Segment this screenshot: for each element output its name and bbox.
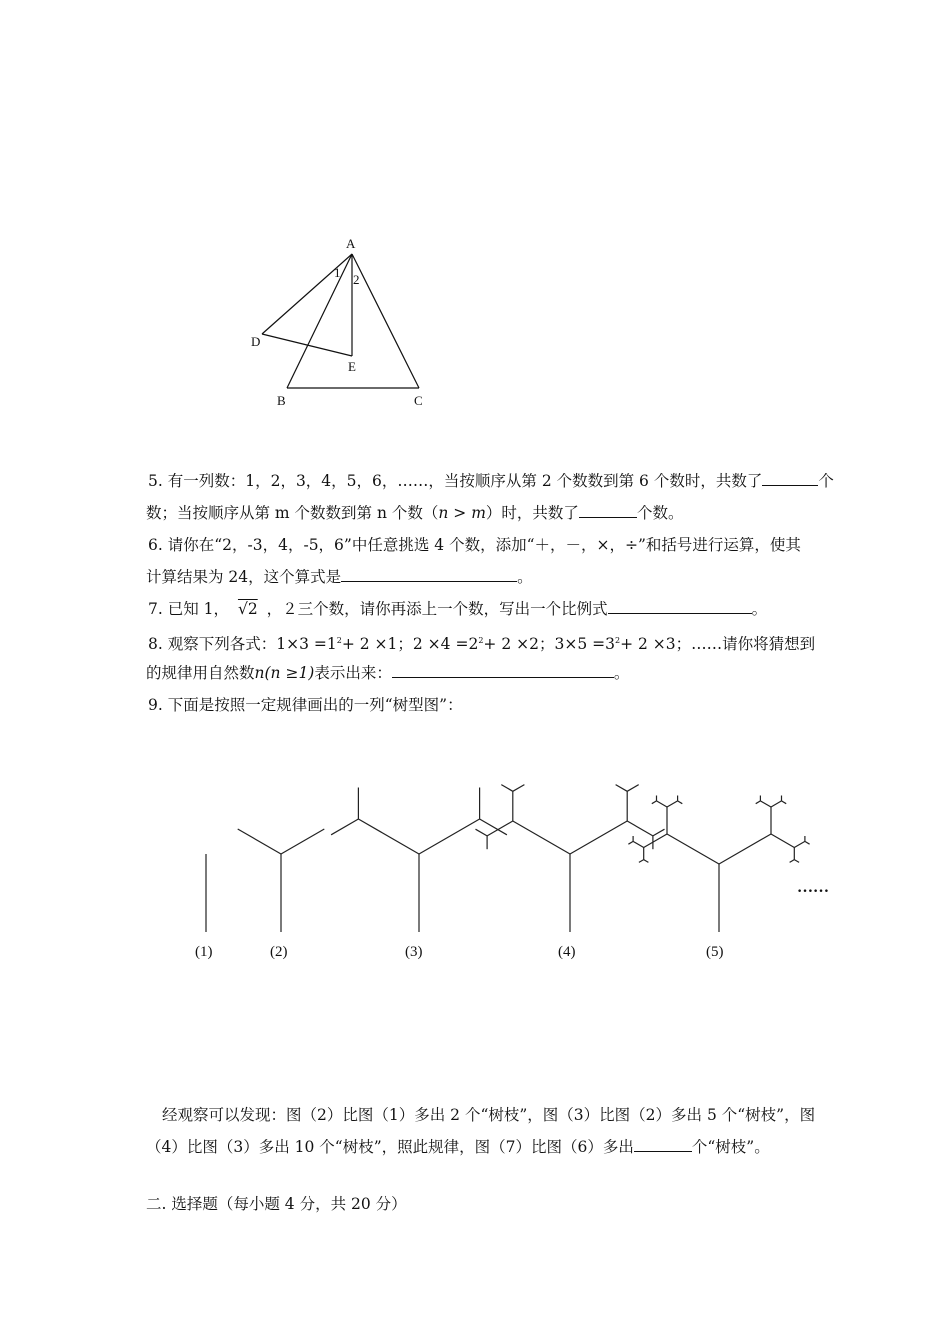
- tree-branch: [794, 860, 799, 863]
- label-2: 2: [353, 272, 360, 287]
- tree-branch: [719, 834, 771, 864]
- label-1: 1: [334, 265, 341, 280]
- tree-branch: [501, 785, 513, 792]
- label-C: C: [414, 393, 423, 408]
- tree-branch: [281, 829, 324, 854]
- tree-branch: [513, 785, 525, 792]
- tree-branch: [627, 785, 639, 792]
- q6-line2: 计算结果为 24，这个算式是 。: [146, 568, 533, 586]
- tree-branch: [628, 841, 633, 844]
- tree-branch: [771, 801, 782, 807]
- tree-branch: [756, 801, 761, 804]
- q9-line: 9. 下面是按照一定规律画出的一列“树型图”：: [148, 696, 463, 714]
- tree-branch: [805, 841, 810, 844]
- tree-branch: [771, 834, 794, 848]
- obs-blank: [634, 1137, 692, 1152]
- q5-line2: 数；当按顺序从第 m 个数数到第 n 个数（n > m）时，共数了 个数。: [146, 504, 684, 522]
- tree-branch: [238, 829, 281, 854]
- tree-ellipsis: ……: [797, 879, 829, 896]
- tree-branch: [678, 801, 683, 804]
- label-B: B: [277, 393, 286, 408]
- tree-branch: [644, 834, 667, 848]
- sqrt-two: √2: [237, 600, 258, 618]
- tree-branch: [487, 821, 513, 836]
- label-A: A: [346, 236, 356, 251]
- tree-branch: [419, 819, 480, 854]
- tree-branch: [790, 860, 795, 863]
- obs-line1: 经观察可以发现：图（2）比图（1）多出 2 个“树枝”，图（3）比图（2）多出 5 个“树枝”，图: [162, 1106, 816, 1124]
- tree-branch: [644, 860, 649, 863]
- tree-branch: [633, 841, 644, 847]
- tree-branch: [653, 829, 665, 836]
- tree-branch: [513, 821, 570, 854]
- tree-branch: [760, 801, 771, 807]
- tree-branch: [570, 821, 627, 854]
- q8-line1: 8. 观察下列各式：$1\times 3 =1^2+ 2 \times 1$；$2 \times 4 =2^2+ 2 \times 2$；$3\times 5 =3^2+ 2 \times 3$；……请你将猜想到: [148, 635, 816, 653]
- q8-line2: 的规律用自然数n(n ≥1)表示出来： 。: [146, 664, 630, 682]
- tree-branch: [616, 785, 628, 792]
- q6-line1: 6. 请你在“2，-3，4，-5，6”中任意挑选 4 个数，添加“＋，－，×，÷”和括号进行运算，使其: [148, 536, 801, 554]
- tree-label-5: (5): [706, 944, 724, 960]
- tree-label-4: (4): [558, 944, 576, 960]
- tree-branch: [627, 821, 653, 836]
- tree-label-2: (2): [270, 944, 288, 960]
- tree-branch: [331, 819, 358, 835]
- tree-branch: [794, 841, 805, 847]
- tree-label-3: (3): [405, 944, 423, 960]
- tree-branch: [652, 801, 657, 804]
- tree-branch: [476, 829, 488, 836]
- label-D: D: [251, 334, 261, 349]
- tree-branch: [667, 834, 719, 864]
- obs-line2: （4）比图（3）多出 10 个“树枝”，照此规律，图（7）比图（6）多出 个“树枝”。: [146, 1138, 770, 1156]
- tree-branch: [639, 860, 644, 863]
- section-2-title: 二. 选择题（每小题 4 分，共 20 分）: [146, 1195, 407, 1213]
- tree-label-1: (1): [195, 944, 213, 960]
- label-E: E: [348, 359, 356, 374]
- q7-line: 7. 已知 1， √2 ，２三个数，请你再添上一个数，写出一个比例式 。: [148, 600, 768, 618]
- tree-branch: [358, 819, 419, 854]
- tree-branch: [657, 801, 668, 807]
- tree-branch: [782, 801, 787, 804]
- q5-line1: 5. 有一列数：1，2，3，4，5，6，……，当按顺序从第 2 个数数到第 6 个数时，共数了 个: [148, 472, 834, 490]
- tree-branch: [667, 801, 678, 807]
